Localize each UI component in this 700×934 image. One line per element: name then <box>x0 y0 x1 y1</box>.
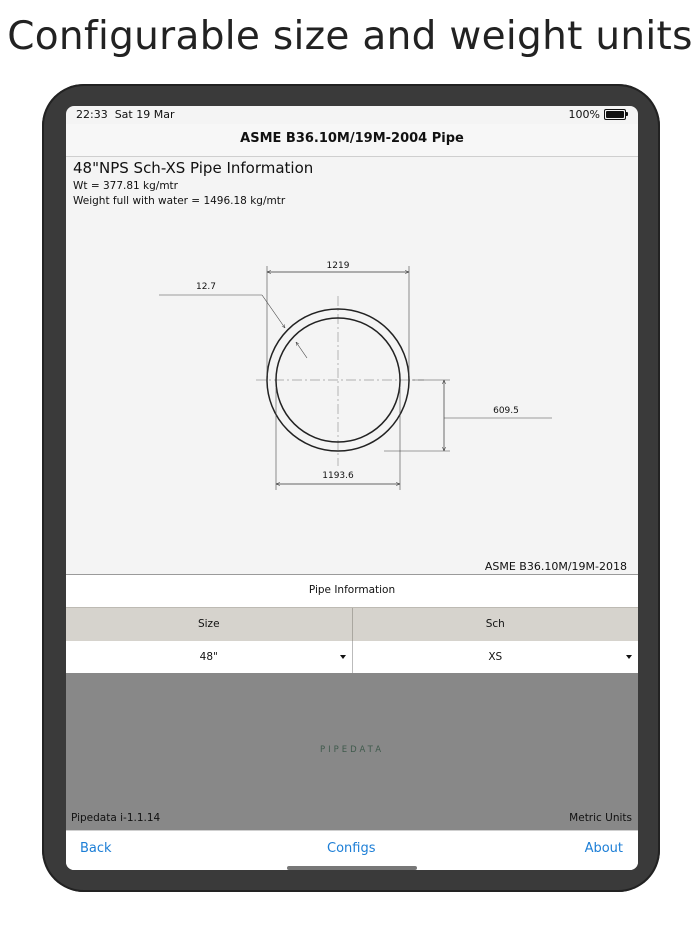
selector-header <box>66 607 638 642</box>
size-value: 48" <box>199 651 218 663</box>
navigation-bar <box>66 124 638 157</box>
bottom-toolbar <box>66 830 638 870</box>
about-button[interactable]: About <box>584 841 623 856</box>
promo-caption: Configurable size and weight units <box>7 14 693 59</box>
units-label: Metric Units <box>569 812 632 824</box>
size-dropdown[interactable] <box>66 641 353 673</box>
home-indicator[interactable] <box>287 866 417 870</box>
status-time: 22:33 Sat 19 Mar <box>76 108 175 121</box>
size-header: Size <box>66 608 353 641</box>
battery-status <box>569 108 626 121</box>
pipe-cross-section-drawing <box>66 206 638 576</box>
section-title: Pipe Information <box>66 575 638 607</box>
chevron-down-icon <box>626 655 632 659</box>
battery-percent: 100% <box>568 108 600 121</box>
battery-icon <box>604 109 626 120</box>
status-bar <box>66 106 638 124</box>
configs-button[interactable]: Configs <box>327 841 376 856</box>
sch-value: XS <box>488 651 503 663</box>
selector-row <box>66 641 638 673</box>
schedule-dropdown[interactable] <box>353 641 639 673</box>
chevron-down-icon <box>340 655 346 659</box>
outer-diameter-label: 1219 <box>326 261 350 271</box>
pipe-info-title: 48"NPS Sch-XS Pipe Information <box>73 159 314 177</box>
water-weight-line: Weight full with water = 1496.18 kg/mtr <box>73 195 286 207</box>
standard-reference: ASME B36.10M/19M-2018 <box>484 560 627 573</box>
footer-panel <box>66 673 638 830</box>
version-label: Pipedata i-1.1.14 <box>71 812 161 824</box>
sch-header: Sch <box>485 618 505 630</box>
back-button[interactable]: Back <box>80 841 112 856</box>
inner-diameter-label: 1193.6 <box>322 471 354 481</box>
app-screen <box>66 106 638 870</box>
page-title: ASME B36.10M/19M-2004 Pipe <box>240 131 464 146</box>
watermark-logo: PIPEDATA <box>319 745 385 755</box>
wall-thickness-label: 12.7 <box>195 282 217 292</box>
radius-label: 609.5 <box>493 406 519 416</box>
weight-line: Wt = 377.81 kg/mtr <box>73 180 178 192</box>
